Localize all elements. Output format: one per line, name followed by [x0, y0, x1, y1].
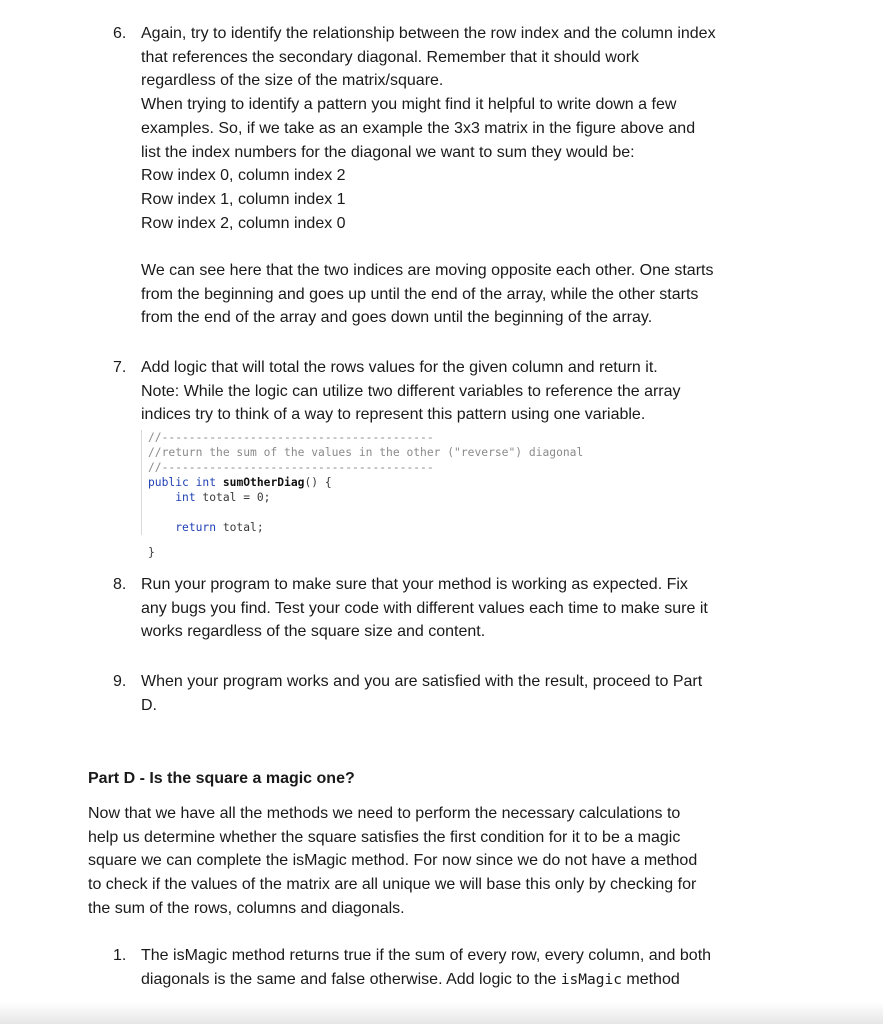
code-return — [148, 520, 583, 535]
line-text: method — [621, 970, 680, 988]
item-6-line: that references the secondary diagonal. Remember that it should work — [141, 48, 640, 66]
index-example-line: Row index 0, column index 2 — [141, 167, 346, 185]
part-d-item-1-number: 1. — [113, 947, 127, 964]
item-8-line: Run your program to make sure that your method is working as expected. Fix — [141, 576, 688, 593]
explanation-line: from the end of the array and goes down until the beginning of the array. — [141, 309, 653, 327]
paragraph-line: the sum of the rows, columns and diagonals. — [88, 899, 405, 917]
item-6-explanation — [141, 259, 713, 330]
method-name: sumOtherDiag — [222, 476, 305, 489]
item-7-line: indices try to think of a way to represent this pattern using one variable. — [141, 406, 646, 424]
paragraph-line: Now that we have all the methods we need to perform the necessary calculations to — [88, 805, 681, 822]
part-d-item-1-text — [141, 944, 711, 992]
code-divider: //---------------------------------------- — [148, 431, 434, 444]
index-example-line: Row index 1, column index 1 — [141, 190, 346, 208]
item-6-line: Again, try to identify the relationship between the row index and the column index — [141, 25, 716, 42]
item-8-line: works regardless of the square size and content. — [141, 623, 486, 641]
item-6-text — [141, 22, 716, 235]
item-8-text — [141, 573, 708, 644]
paragraph-line: help us determine whether the square satisfies the first condition for it to be a magic — [88, 828, 681, 846]
return-rest: total; — [216, 521, 264, 534]
code-comment: //return the sum of the values in the other ("reverse") diagonal — [148, 446, 584, 459]
item-6-line: regardless of the size of the matrix/square. — [141, 72, 444, 90]
explanation-line: We can see here that the two indices are moving opposite each other. One starts — [141, 262, 714, 279]
keyword-int: int — [175, 491, 196, 504]
code-divider: //---------------------------------------- — [148, 461, 434, 474]
code-signature — [148, 475, 583, 490]
item-9-text — [141, 670, 702, 717]
code-closing-brace: } — [148, 546, 155, 559]
code-blank-line — [148, 505, 583, 520]
item-6-number: 6. — [113, 25, 127, 42]
signature-tail: () { — [304, 476, 332, 489]
keyword-int: int — [195, 476, 217, 489]
item-9-line: D. — [141, 696, 157, 714]
explanation-line: from the beginning and goes up until the end of the array, while the other starts — [141, 285, 699, 303]
item-7-number: 7. — [113, 359, 127, 376]
item-8-number: 8. — [113, 576, 127, 593]
item-6-line: examples. So, if we take as an example the 3x3 matrix in the figure above and — [141, 119, 696, 137]
inline-code-ismagic: isMagic — [560, 971, 622, 988]
paragraph-line: square we can complete the isMagic method. For now since we do not have a method — [88, 852, 698, 870]
keyword-public: public — [148, 476, 189, 489]
item-9-line: When your program works and you are satisfied with the result, proceed to Part — [141, 673, 703, 690]
code-snippet — [141, 430, 583, 535]
item-9-number: 9. — [113, 673, 127, 690]
part-d-paragraph — [88, 802, 697, 921]
item-7-line: Add logic that will total the rows values for the given column and return it. — [141, 359, 658, 376]
part-d-heading: Part D - Is the square a magic one? — [88, 770, 355, 787]
item-6-line: list the index numbers for the diagonal we want to sum they would be: — [141, 143, 635, 161]
line-text: diagonals is the same and false otherwise. Add logic to the — [141, 970, 561, 988]
item-7-line: Note: While the logic can utilize two different variables to reference the array — [141, 382, 681, 400]
item-6-line: When trying to identify a pattern you might find it helpful to write down a few — [141, 96, 677, 114]
item-1-line — [141, 968, 711, 993]
code-declaration — [148, 490, 583, 505]
item-8-line: any bugs you find. Test your code with different values each time to make sure it — [141, 599, 708, 617]
page-bottom-shadow — [0, 1002, 883, 1024]
keyword-return: return — [175, 521, 217, 534]
paragraph-line: to check if the values of the matrix are all unique we will base this only by checking for — [88, 876, 697, 894]
item-1-line: The isMagic method returns true if the sum of every row, every column, and both — [141, 947, 712, 964]
index-example-line: Row index 2, column index 0 — [141, 214, 346, 232]
item-7-text — [141, 356, 681, 427]
declaration-rest: total = 0; — [195, 491, 271, 504]
